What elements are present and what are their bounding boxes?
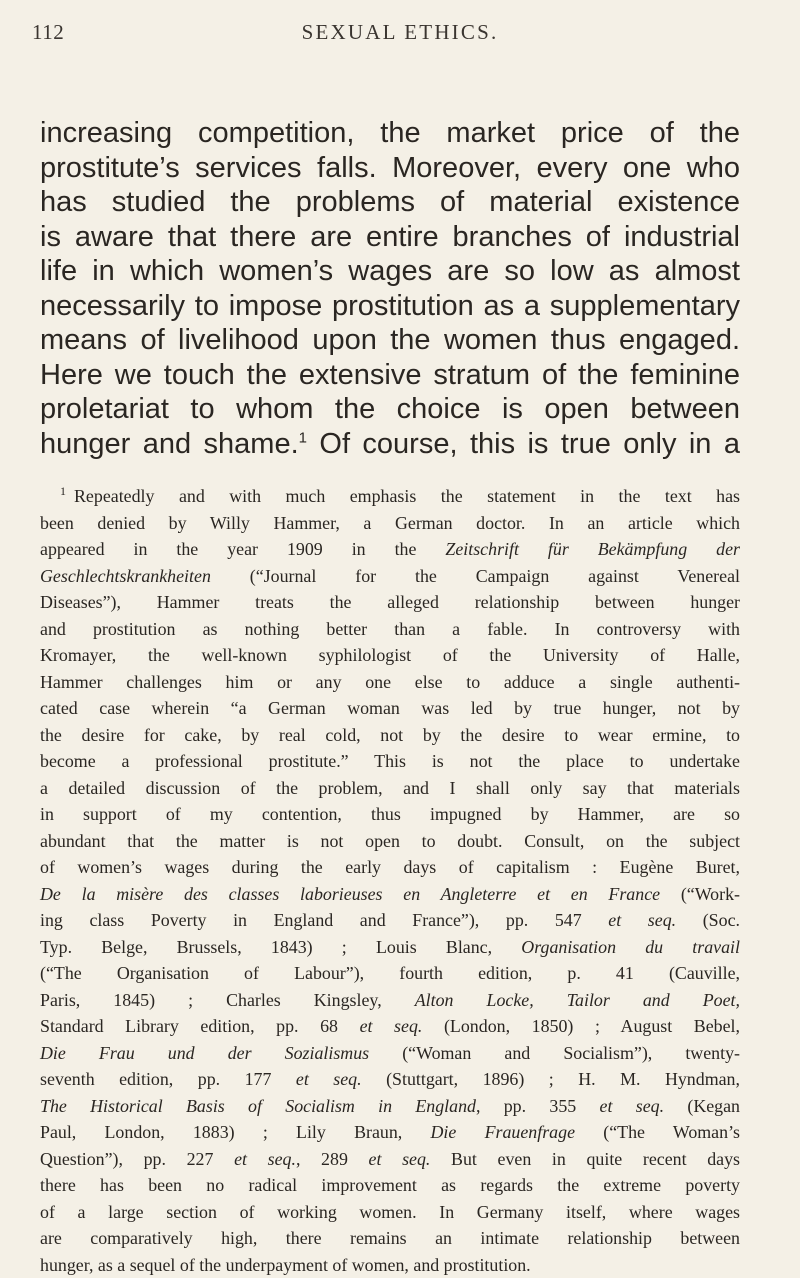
text-line: Here we touch the extensive stratum of the feminine [40,358,740,393]
footnote-line [40,589,740,616]
footnote-text: Standard Library edition, pp. 68 [40,1016,360,1036]
footnote-line [40,1066,740,1093]
page-number: 112 [32,20,64,45]
footnote-text: ing class Poverty in England and France”), pp. 547 [40,910,608,930]
footnote-text: seventh edition, pp. 177 [40,1069,296,1089]
italic-title: De la misère des classes laborieuses en Angleterre et en France [40,884,660,904]
text-line: has studied the problems of material existence [40,185,740,220]
main-text [40,116,740,461]
footnote-text: Hammer challenges him or any one else to adduce a single authenti- [40,672,740,692]
text-line: prostitute’s services falls. Moreover, every one who [40,151,740,186]
text-line: increasing competition, the market price of the [40,116,740,151]
footnote-line [40,616,740,643]
footnote-text: But even in quite recent days [430,1149,740,1169]
italic-title: et seq. [360,1016,423,1036]
footnote-text: (Kegan [664,1096,740,1116]
footnote-number: 1 [60,484,66,498]
footnote-text: (“Journal for the Campaign against Venereal [211,566,740,586]
footnote-text: (“The Organisation of Labour”), fourth edition, p. 41 (Cauville, [40,963,740,983]
footnote-line [40,775,740,802]
footnote-text: , pp. 355 [476,1096,600,1116]
footnote-text: been denied by Willy Hammer, a German doctor. In an article which [40,513,740,533]
footnote-line [40,934,740,961]
footnote-line [40,1172,740,1199]
italic-title: et seq. [369,1149,431,1169]
text-line: life in which women’s wages are so low as almost [40,254,740,289]
text-line: means of livelihood upon the women thus engaged. [40,323,740,358]
footnote-line [40,642,740,669]
footnote-text: hunger, as a sequel of the underpayment of women, and prostitution. [40,1255,531,1275]
footnote [40,483,740,1278]
footnote-line [40,854,740,881]
footnote-line [40,536,740,563]
footnote-text: there has been no radical improvement as regards the extreme poverty [40,1175,740,1195]
footnote-text: abundant that the matter is not open to doubt. Consult, on the subject [40,831,740,851]
italic-title: et seq. [296,1069,362,1089]
footnote-line [40,907,740,934]
footnote-line [40,1119,740,1146]
footnote-line [40,1013,740,1040]
footnote-line [40,1040,740,1067]
footnote-text: (London, 1850) ; August Bebel, [422,1016,740,1036]
footnote-line [40,801,740,828]
footnote-text: the desire for cake, by real cold, not by the desire to wear ermine, to [40,725,740,745]
footnote-text: , 289 [296,1149,369,1169]
footnote-text: (Stuttgart, 1896) ; H. M. Hyndman, [362,1069,740,1089]
footnote-line [40,510,740,537]
footnote-line [40,1252,740,1278]
footnote-text: are comparatively high, there remains an intimate relationship between [40,1228,740,1248]
footnote-line [40,669,740,696]
footnote-text: appeared in the year 1909 in the [40,539,445,559]
italic-title: et seq. [600,1096,665,1116]
footnote-line [40,1225,740,1252]
running-head [0,20,800,60]
text-segment: Of course, this is true only in a [319,428,740,460]
footnote-text: cated case wherein “a German woman was led by true hunger, not by [40,698,740,718]
running-title: SEXUAL ETHICS. [0,20,800,45]
footnote-line [40,1146,740,1173]
italic-title: Organisation du travail [521,937,740,957]
footnote-line [40,695,740,722]
footnote-text: (“Work- [660,884,740,904]
footnote-line [40,987,740,1014]
footnote-line [40,1199,740,1226]
footnote-text: of women’s wages during the early days of capitalism : Eugène Buret, [40,857,740,877]
italic-title: et seq. [234,1149,296,1169]
italic-title: Alton Locke, Tailor and Poet, [415,990,740,1010]
italic-title: The Historical Basis of Socialism in England [40,1096,476,1116]
footnote-text: (“Woman and Socialism”), twenty- [369,1043,740,1063]
footnote-line [40,722,740,749]
italic-title: et seq. [608,910,676,930]
text-line: necessarily to impose prostitution as a supplementary [40,289,740,324]
footnote-text: (“The Woman’s [575,1122,740,1142]
footnote-text: of a large section of working women. In Germany itself, where wages [40,1202,740,1222]
italic-title: Zeitschrift für Bekämpfung der [445,539,740,559]
footnote-text: and prostitution as nothing better than a fable. In controversy with [40,619,740,639]
footnote-line [40,483,740,510]
italic-title: Die Frau und der Sozialismus [40,1043,369,1063]
footnote-text: Kromayer, the well-known syphilologist of the University of Halle, [40,645,740,665]
footnote-text: Typ. Belge, Brussels, 1843) ; Louis Blanc, [40,937,521,957]
text-line: proletariat to whom the choice is open between [40,392,740,427]
footnote-line [40,748,740,775]
footnote-text: in support of my contention, thus impugned by Hammer, are so [40,804,740,824]
text-segment: hunger and shame. [40,428,299,460]
footnote-line [40,828,740,855]
footnote-line [40,960,740,987]
footnote-line [40,1093,740,1120]
text-line-with-footnote [40,427,740,462]
italic-title: Die Frauenfrage [431,1122,576,1142]
footnote-text: Paul, London, 1883) ; Lily Braun, [40,1122,431,1142]
footnote-text: Diseases”), Hammer treats the alleged relationship between hunger [40,592,740,612]
text-line: is aware that there are entire branches of industrial [40,220,740,255]
footnote-text: Question”), pp. 227 [40,1149,234,1169]
footnote-reference: 1 [299,429,307,446]
footnote-line [40,563,740,590]
footnote-text: a detailed discussion of the problem, and I shall only say that materials [40,778,740,798]
footnote-line [40,881,740,908]
footnote-text: Repeatedly and with much emphasis the statement in the text has [74,486,740,506]
footnote-text: become a professional prostitute.” This is not the place to undertake [40,751,740,771]
footnote-text: (Soc. [676,910,740,930]
footnote-text: Paris, 1845) ; Charles Kingsley, [40,990,415,1010]
italic-title: Geschlechtskrankheiten [40,566,211,586]
